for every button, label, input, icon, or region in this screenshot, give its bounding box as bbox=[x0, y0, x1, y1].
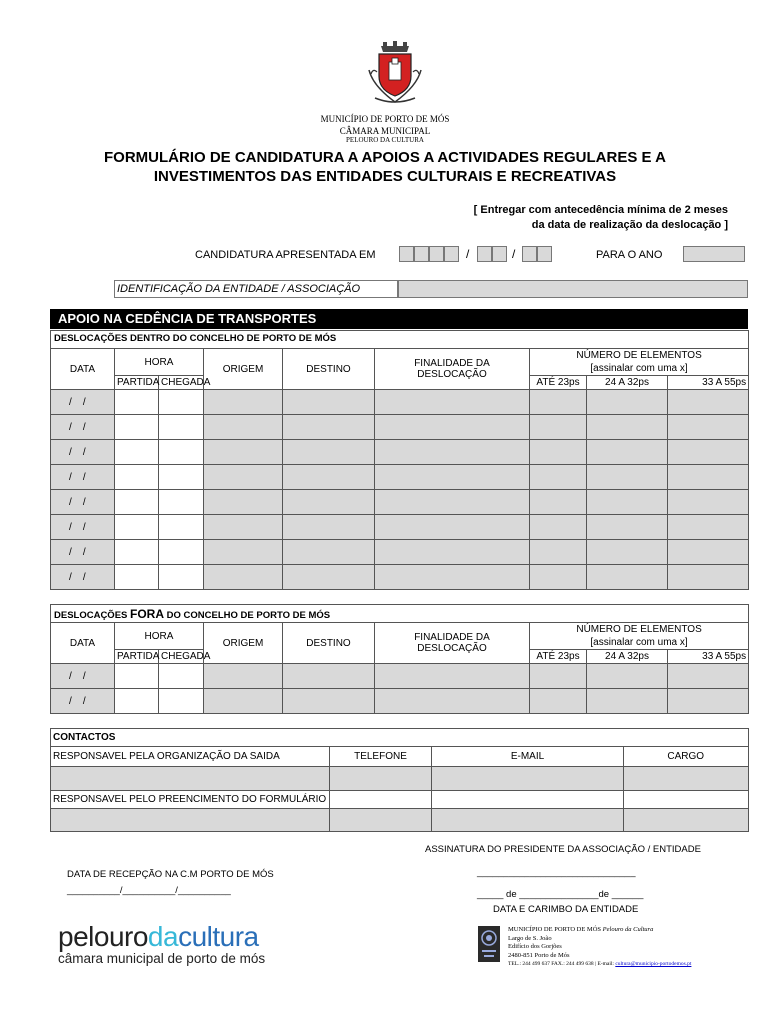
inside-trip-destination-cell[interactable] bbox=[283, 390, 375, 415]
inside-trip-arrival-cell[interactable] bbox=[159, 565, 204, 590]
col-hour: HORA bbox=[115, 623, 204, 650]
inside-trip-arrival-cell[interactable] bbox=[159, 440, 204, 465]
inside-trip-row bbox=[51, 415, 749, 440]
outside-trip-arrival-cell[interactable] bbox=[159, 689, 204, 714]
col-size-32: 24 A 32ps bbox=[587, 650, 668, 664]
inside-trip-size-23-cell[interactable] bbox=[530, 515, 587, 540]
col-elements bbox=[530, 623, 749, 650]
inside-trip-destination-cell[interactable] bbox=[283, 490, 375, 515]
outside-trip-size-32-cell[interactable] bbox=[587, 689, 668, 714]
inside-trip-origin-cell[interactable] bbox=[204, 565, 283, 590]
outside-trip-size-23-cell[interactable] bbox=[530, 689, 587, 714]
outside-title-bold: FORA bbox=[130, 607, 165, 621]
col-size-23: ATÉ 23ps bbox=[530, 650, 587, 664]
inside-trip-size-23-cell[interactable] bbox=[530, 565, 587, 590]
phone-label: TELEFONE bbox=[330, 747, 432, 767]
inside-trip-size-55-cell[interactable] bbox=[668, 465, 749, 490]
inside-trip-size-32-cell[interactable] bbox=[587, 490, 668, 515]
presented-date-label: CANDIDATURA APRESENTADA EM bbox=[195, 249, 376, 261]
inside-trip-size-32-cell[interactable] bbox=[587, 440, 668, 465]
signature-line[interactable]: ______________________________ bbox=[477, 867, 636, 878]
inside-trip-date-cell[interactable]: / / bbox=[51, 390, 115, 415]
inside-trip-row bbox=[51, 390, 749, 415]
inside-trip-origin-cell[interactable] bbox=[204, 390, 283, 415]
transport-section-title: APOIO NA CEDÊNCIA DE TRANSPORTES bbox=[50, 309, 748, 329]
presented-month-field[interactable] bbox=[477, 246, 507, 262]
inside-trip-departure-cell[interactable] bbox=[115, 440, 159, 465]
responsible-form-phone-field[interactable] bbox=[330, 809, 432, 832]
year-field[interactable] bbox=[683, 246, 745, 262]
inside-trip-departure-cell[interactable] bbox=[115, 565, 159, 590]
col-elements-hint: [assinalar com uma x] bbox=[590, 637, 688, 648]
outside-trip-size-32-cell[interactable] bbox=[587, 664, 668, 689]
inside-trip-destination-cell[interactable] bbox=[283, 465, 375, 490]
col-size-55: 33 A 55ps bbox=[668, 376, 749, 390]
col-arrival: CHEGADA bbox=[159, 650, 204, 664]
outside-trip-purpose-cell[interactable] bbox=[375, 664, 530, 689]
inside-trip-departure-cell[interactable] bbox=[115, 515, 159, 540]
addr-line2: Largo de S. João bbox=[508, 934, 552, 942]
contacts-table bbox=[50, 728, 749, 832]
inside-trip-arrival-cell[interactable] bbox=[159, 490, 204, 515]
inside-trip-departure-cell[interactable] bbox=[115, 465, 159, 490]
inside-trip-origin-cell[interactable] bbox=[204, 540, 283, 565]
col-size-55: 33 A 55ps bbox=[668, 650, 749, 664]
municipality-name: MUNICÍPIO DE PORTO DE MÓS bbox=[320, 114, 450, 124]
presented-year-field[interactable] bbox=[522, 246, 552, 262]
inside-title-row bbox=[51, 331, 749, 349]
col-purpose-line2: DESLOCAÇÃO bbox=[417, 643, 487, 654]
department-name: PELOURO DA CULTURA bbox=[346, 136, 424, 144]
inside-trip-row bbox=[51, 490, 749, 515]
inside-trip-origin-cell[interactable] bbox=[204, 415, 283, 440]
inside-trip-departure-cell[interactable] bbox=[115, 415, 159, 440]
inside-trip-purpose-cell[interactable] bbox=[375, 390, 530, 415]
responsible-form-field[interactable] bbox=[51, 809, 330, 832]
inside-trip-purpose-cell[interactable] bbox=[375, 465, 530, 490]
reception-date-label: DATA DE RECEPÇÃO NA C.M PORTO DE MÓS bbox=[67, 869, 274, 880]
inside-trip-origin-cell[interactable] bbox=[204, 465, 283, 490]
col-hour: HORA bbox=[115, 349, 204, 376]
outside-trip-size-55-cell[interactable] bbox=[668, 664, 749, 689]
outside-trips-table bbox=[50, 604, 749, 714]
inside-trip-size-55-cell[interactable] bbox=[668, 415, 749, 440]
chamber-name: CÂMARA MUNICIPAL bbox=[339, 126, 431, 136]
inside-trip-departure-cell[interactable] bbox=[115, 390, 159, 415]
inside-trip-arrival-cell[interactable] bbox=[159, 465, 204, 490]
col-purpose-line1: FINALIDADE DA bbox=[414, 358, 490, 369]
outside-trip-row bbox=[51, 689, 749, 714]
date-separator: / bbox=[512, 247, 516, 261]
date-separator: / bbox=[466, 247, 470, 261]
inside-trip-date-cell[interactable]: / / bbox=[51, 440, 115, 465]
inside-trip-origin-cell[interactable] bbox=[204, 515, 283, 540]
col-purpose bbox=[375, 349, 530, 390]
inside-trip-size-32-cell[interactable] bbox=[587, 390, 668, 415]
outside-trip-row bbox=[51, 664, 749, 689]
inside-trip-size-32-cell[interactable] bbox=[587, 465, 668, 490]
municipality-crest-logo bbox=[361, 40, 429, 108]
inside-trip-size-55-cell[interactable] bbox=[668, 515, 749, 540]
pelouro-cultura-logo bbox=[58, 922, 292, 966]
outside-trip-date-cell[interactable]: / / bbox=[51, 664, 115, 689]
addr-line1-b: Pelouro da Cultura bbox=[602, 926, 654, 933]
responsible-departure-phone-field[interactable] bbox=[330, 767, 432, 791]
addr-line4: 2480-851 Porto de Mós bbox=[508, 951, 570, 959]
outside-title-row bbox=[51, 605, 749, 623]
date-stamp-label: DATA E CARIMBO DA ENTIDADE bbox=[493, 904, 639, 915]
inside-trip-destination-cell[interactable] bbox=[283, 515, 375, 540]
inside-trip-date-cell[interactable]: / / bbox=[51, 465, 115, 490]
inside-trip-purpose-cell[interactable] bbox=[375, 490, 530, 515]
addr-line5-a: TEL.: 244 499 637 FAX.: 244 499 638 | E-mail: bbox=[508, 961, 616, 967]
addr-line1-a: MUNICÍPIO DE PORTO DE MÓS bbox=[508, 926, 603, 933]
outside-trip-date-cell[interactable]: / / bbox=[51, 689, 115, 714]
president-signature-label: ASSINATURA DO PRESIDENTE DA ASSOCIAÇÃO / ENTIDADE bbox=[425, 844, 701, 855]
responsible-departure-label: RESPONSAVEL PELA ORGANIZAÇÃO DA SAIDA bbox=[51, 747, 330, 767]
outside-trip-size-23-cell[interactable] bbox=[530, 664, 587, 689]
inside-trip-row bbox=[51, 515, 749, 540]
inside-trips-table bbox=[50, 330, 749, 590]
outside-trip-origin-cell[interactable] bbox=[204, 664, 283, 689]
outside-title-suffix: DO CONCELHO DE PORTO DE MÓS bbox=[164, 610, 331, 621]
inside-trip-purpose-cell[interactable] bbox=[375, 540, 530, 565]
col-elements-hint: [assinalar com uma x] bbox=[590, 363, 688, 374]
inside-trip-size-32-cell[interactable] bbox=[587, 565, 668, 590]
outside-trip-destination-cell[interactable] bbox=[283, 689, 375, 714]
col-departure: PARTIDA bbox=[115, 650, 159, 664]
responsible-departure-role-field[interactable] bbox=[624, 767, 749, 791]
col-elements bbox=[530, 349, 749, 376]
inside-trip-purpose-cell[interactable] bbox=[375, 440, 530, 465]
inside-trip-size-32-cell[interactable] bbox=[587, 415, 668, 440]
email-link[interactable]: cultura@municipio-portodemos.pt bbox=[615, 961, 692, 967]
col-date: DATA bbox=[51, 623, 115, 664]
inside-trip-origin-cell[interactable] bbox=[204, 440, 283, 465]
inside-trip-arrival-cell[interactable] bbox=[159, 515, 204, 540]
col-elements-title: NÚMERO DE ELEMENTOS bbox=[576, 350, 702, 361]
entity-field[interactable] bbox=[398, 280, 748, 298]
responsible-form-label: RESPONSAVEL PELO PREENCIMENTO DO FORMULÁRIO bbox=[51, 791, 330, 809]
inside-trip-date-cell[interactable]: / / bbox=[51, 490, 115, 515]
inside-trip-destination-cell[interactable] bbox=[283, 565, 375, 590]
outside-trip-origin-cell[interactable] bbox=[204, 689, 283, 714]
responsible-form-role-field[interactable] bbox=[624, 809, 749, 832]
delivery-note-line2: da data de realização da deslocação ] bbox=[531, 219, 728, 231]
logo-word-pelouro: pelouro bbox=[58, 921, 148, 952]
col-date: DATA bbox=[51, 349, 115, 390]
outside-trip-destination-cell[interactable] bbox=[283, 664, 375, 689]
blank-cell bbox=[330, 791, 432, 809]
inside-trip-arrival-cell[interactable] bbox=[159, 415, 204, 440]
col-origin: ORIGEM bbox=[204, 349, 283, 390]
inside-trip-purpose-cell[interactable] bbox=[375, 515, 530, 540]
footer-address bbox=[508, 926, 758, 969]
col-purpose-line2: DESLOCAÇÃO bbox=[417, 369, 487, 380]
inside-trip-size-55-cell[interactable] bbox=[668, 390, 749, 415]
col-destination: DESTINO bbox=[283, 623, 375, 664]
inside-trip-destination-cell[interactable] bbox=[283, 540, 375, 565]
col-size-32: 24 A 32ps bbox=[587, 376, 668, 390]
inside-trip-size-55-cell[interactable] bbox=[668, 565, 749, 590]
inside-trip-date-cell[interactable]: / / bbox=[51, 565, 115, 590]
inside-trip-destination-cell[interactable] bbox=[283, 415, 375, 440]
inside-trip-destination-cell[interactable] bbox=[283, 440, 375, 465]
inside-trip-purpose-cell[interactable] bbox=[375, 415, 530, 440]
outside-title-prefix: DESLOCAÇÕES bbox=[54, 610, 131, 621]
inside-trip-departure-cell[interactable] bbox=[115, 540, 159, 565]
inside-trips-title: DESLOCAÇÕES DENTRO DO CONCELHO DE PORTO DE MÓS bbox=[54, 333, 337, 344]
blank-cell bbox=[624, 791, 749, 809]
logo-word-cultura: cultura bbox=[178, 921, 259, 952]
col-elements-title: NÚMERO DE ELEMENTOS bbox=[576, 624, 702, 635]
col-size-23: ATÉ 23ps bbox=[530, 376, 587, 390]
outside-trip-size-55-cell[interactable] bbox=[668, 689, 749, 714]
col-departure: PARTIDA bbox=[115, 376, 159, 390]
inside-trip-arrival-cell[interactable] bbox=[159, 390, 204, 415]
col-purpose-line1: FINALIDADE DA bbox=[414, 632, 490, 643]
form-title-line2: INVESTIMENTOS DAS ENTIDADES CULTURAIS E RECREATIVAS bbox=[153, 168, 617, 185]
inside-trip-purpose-cell[interactable] bbox=[375, 565, 530, 590]
inside-trip-date-cell[interactable]: / / bbox=[51, 540, 115, 565]
inside-trip-size-23-cell[interactable] bbox=[530, 490, 587, 515]
outside-trip-arrival-cell[interactable] bbox=[159, 664, 204, 689]
inside-trip-arrival-cell[interactable] bbox=[159, 540, 204, 565]
inside-trip-size-23-cell[interactable] bbox=[530, 390, 587, 415]
year-label: PARA O ANO bbox=[596, 249, 663, 261]
inside-trip-size-23-cell[interactable] bbox=[530, 440, 587, 465]
responsible-departure-email-field[interactable] bbox=[432, 767, 624, 791]
inside-trip-size-55-cell[interactable] bbox=[668, 490, 749, 515]
outside-trip-purpose-cell[interactable] bbox=[375, 689, 530, 714]
addr-line3: Edifício dos Gorjões bbox=[508, 943, 562, 950]
signature-date-line[interactable]: _____ de _______________de ______ bbox=[477, 889, 644, 900]
inside-trip-row bbox=[51, 565, 749, 590]
inside-trip-row bbox=[51, 540, 749, 565]
col-purpose bbox=[375, 623, 530, 664]
inside-trip-departure-cell[interactable] bbox=[115, 490, 159, 515]
role-label: CARGO bbox=[624, 747, 749, 767]
col-origin: ORIGEM bbox=[204, 623, 283, 664]
reception-date-line[interactable]: __________/__________/__________ bbox=[67, 885, 231, 896]
inside-trip-row bbox=[51, 440, 749, 465]
inside-trip-size-32-cell[interactable] bbox=[587, 540, 668, 565]
inside-trip-size-23-cell[interactable] bbox=[530, 415, 587, 440]
outside-trip-departure-cell[interactable] bbox=[115, 664, 159, 689]
form-title-line1: FORMULÁRIO DE CANDIDATURA A APOIOS A ACTIVIDADES REGULARES E A bbox=[104, 149, 666, 166]
inside-trip-size-55-cell[interactable] bbox=[668, 540, 749, 565]
outside-trip-departure-cell[interactable] bbox=[115, 689, 159, 714]
inside-trip-row bbox=[51, 465, 749, 490]
inside-trip-size-32-cell[interactable] bbox=[587, 515, 668, 540]
culture-emblem-icon bbox=[478, 926, 500, 962]
logo-subtitle: câmara municipal de porto de mós bbox=[58, 951, 266, 966]
inside-trip-date-cell[interactable]: / / bbox=[51, 415, 115, 440]
inside-trip-size-23-cell[interactable] bbox=[530, 540, 587, 565]
inside-trip-origin-cell[interactable] bbox=[204, 490, 283, 515]
responsible-form-email-field[interactable] bbox=[432, 809, 624, 832]
entity-label: IDENTIFICAÇÃO DA ENTIDADE / ASSOCIAÇÃO bbox=[114, 280, 398, 298]
delivery-note-line1: [ Entregar com antecedência mínima de 2 meses bbox=[473, 204, 728, 216]
inside-trip-size-23-cell[interactable] bbox=[530, 465, 587, 490]
inside-trip-date-cell[interactable]: / / bbox=[51, 515, 115, 540]
responsible-departure-field[interactable] bbox=[51, 767, 330, 791]
email-label: E-MAIL bbox=[432, 747, 624, 767]
presented-day-field[interactable] bbox=[399, 246, 459, 262]
contacts-title: CONTACTOS bbox=[51, 729, 749, 747]
col-arrival: CHEGADA bbox=[159, 376, 204, 390]
logo-word-da: da bbox=[147, 921, 179, 952]
blank-cell bbox=[432, 791, 624, 809]
inside-trip-size-55-cell[interactable] bbox=[668, 440, 749, 465]
col-destination: DESTINO bbox=[283, 349, 375, 390]
